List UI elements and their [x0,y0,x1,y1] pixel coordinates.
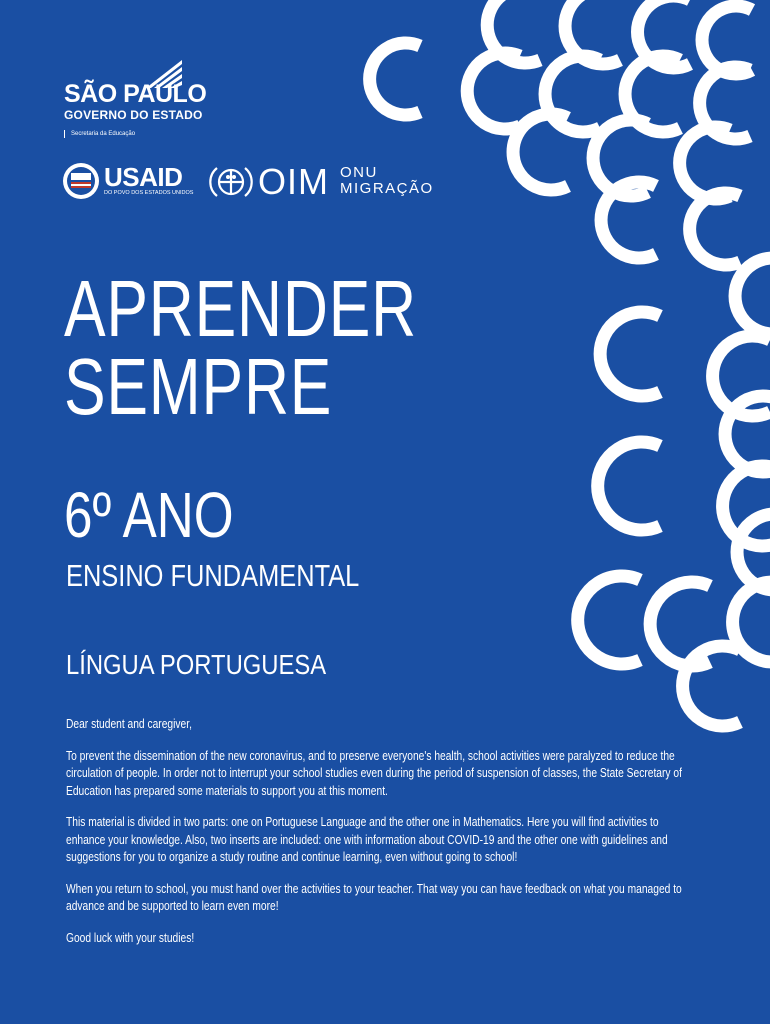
migracao-label: MIGRAÇÃO [340,179,434,197]
education-level: ENSINO FUNDAMENTAL [66,558,360,593]
letter-greeting: Dear student and caregiver, [66,717,192,731]
grade-heading: 6º ANO [64,479,234,551]
letter-paragraph-3: When you return to school, you must hand over the activities to your teacher. That way you can have feedback on what you managed to advance and be supported to learn even more! [66,881,682,913]
usaid-wordmark: USAID [104,162,183,192]
letter-paragraph-2: This material is divided in two parts: one on Portuguese Language and the other one in Mathematics. Here you will find activities to enhance your knowledge. Also, two inserts are included: one with information about COVID-19 and the other one with guidelines and suggestions for you to organize a study routine and continue learning, even without going to school! [66,815,668,864]
secretariat-label: Secretaria da Educação [64,130,135,138]
subject-heading: LÍNGUA PORTUGUESA [66,649,327,680]
oim-emblem-icon [208,162,254,202]
onu-migracao-wordmark [340,165,434,197]
cover-title-line2: SEMPRE [64,342,333,431]
sp-logo-subtitle: GOVERNO DO ESTADO [64,108,203,122]
partner-logos [62,162,462,206]
oim-wordmark: OIM [258,161,329,202]
usaid-tagline: DO POVO DOS ESTADOS UNIDOS [104,190,194,196]
letter-body [66,716,697,961]
onu-label: ONU [340,164,378,181]
letter-paragraph-1: To prevent the dissemination of the new coronavirus, and to preserve everyone's health, school activities were paralyzed to reduce the circulation of people. In order not to interrupt your school studies even during the period of suspension of classes, the State Secretary of Education has prepared some materials to support you at this moment. [66,748,682,798]
cover-title [64,264,417,431]
sao-paulo-government-logo [64,60,234,150]
usaid-seal-icon [62,162,100,200]
cover-title-line1: APRENDER [64,264,417,353]
sp-logo-title: SÃO PAULO [64,80,207,108]
letter-closing: Good luck with your studies! [66,930,195,945]
